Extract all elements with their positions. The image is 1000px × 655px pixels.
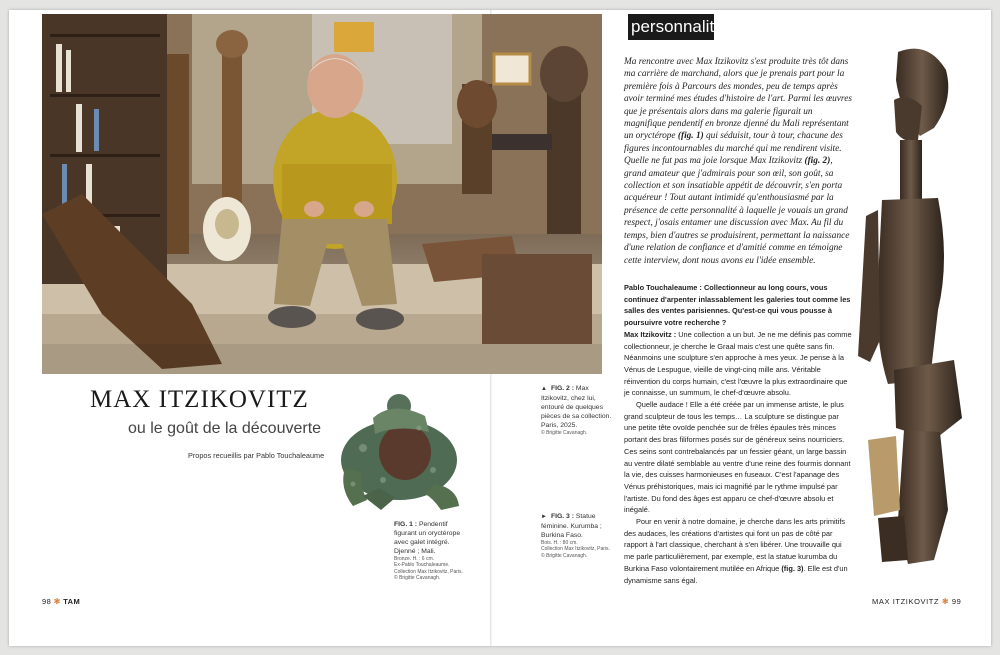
caption-fig3-credit: © Brigitte Cavanagh. <box>541 552 588 559</box>
statue-illustration <box>838 40 973 580</box>
caption-fig2-text: Max Itzikovitz, chez lui, entouré de quelques pièces de sa collection. Paris, 2025. <box>541 385 612 429</box>
answer-fig3-ref: (fig. 3) <box>781 563 804 573</box>
kurumba-statue-image <box>838 40 973 580</box>
caption-fig3 <box>541 512 613 559</box>
interview-answer-2: Quelle audace ! Elle a été créée par un immense artiste, le plus grand sculpteur de tous les temps… La sculpture se distingue par une petite tête ovoïde penchée sur de frêles épaules très minces portant des bras filiformes posés sur de généreux seins nourriciers. Ces seins sont contrebalancés par un fessier géant, un large bassin au ventre dilaté semblable au ventre d'une reine des fourmis donnant la vie, des cuisses harmonieuses en fuseaux. C'est l'apanage des Vénus préhistoriques, mais ici magnifié par le rythme impulsé par l'artiste. Du fond des âges est apparu ce chef-d'œuvre absolu et inégalé. <box>624 400 851 515</box>
caption-fig1-text: Pendentif figurant un oryctérope avec galet intégré. Djenné ; Mali. <box>394 521 461 555</box>
answer-text-1: Une collection a un but. Je ne me définis pas comme collectionneur, je cherche le Graal mais c'est une quête sans fin. Néanmoins une sculpture s'en approche à mes yeux. Je pense à la Vénus de Lespugue, vieille de vingt-cinq mille ans. Véritable réinvention du corps humain, c'est l'œuvre la plus extraordinaire que je connaisse, un summum, le chef-d'œuvre absolu. <box>624 329 852 398</box>
interview-answer-1 <box>624 329 852 399</box>
answer-speaker: Max Itzikovitz : <box>624 329 677 339</box>
article-title: MAX ITZIKOVITZ <box>90 386 309 413</box>
intro-text-2: qui séduisit, tour à tour, chacune des figures incontournables du marché qui me rendirent visite. Quelle ne fut pas ma joie lorsque Max Itzikovitz <box>624 131 843 167</box>
answer-text-4: . Elle est d'un dynamisme sans égal. <box>624 563 848 585</box>
caption-fig1-provenance: Ex-Pablo Touchaleaume. <box>394 562 450 569</box>
section-tag: personnalité <box>628 14 714 40</box>
collector-photo <box>42 14 602 374</box>
caption-fig1-details: Bronze. H. : 6 cm. <box>394 556 435 562</box>
folio-left <box>42 597 80 606</box>
caption-fig3-text: Statue féminine. Kurumba ; Burkina Faso. <box>541 513 602 539</box>
bronze-pendant-image <box>333 388 465 518</box>
article-subtitle: ou le goût de la découverte <box>128 420 322 437</box>
caption-fig1-label: FIG. 1 : <box>394 521 418 528</box>
folio-right <box>872 597 961 606</box>
tam-logo-icon: ❃ <box>53 597 61 606</box>
caption-arrow-right-icon: ► <box>541 514 547 520</box>
intro-fig2-ref: (fig. 2) <box>804 156 831 167</box>
intro-text-3: , grand amateur que j'admirais pour son œil, son goût, sa collection et son insatiable appétit de découvrir, s'en porta acquéreur ! Tout autant intimidé qu'enthousiasmé par la présence de cette personnalité à laquelle je vouais un grand respect, j'osais entamer une discussion avec Max. Au fil du temps, bien d'autres se produisirent, permettant la naissance d'une relation de confiance et d'amitié comme en témoigne cette interview, dont nous avons eu l'idée ensemble. <box>624 156 850 266</box>
caption-fig3-details: Bois. H. : 80 cm. <box>541 540 578 546</box>
intro-fig1-ref: (fig. 1) <box>677 131 704 142</box>
caption-fig1 <box>394 520 464 582</box>
caption-fig3-collection: Collection Max Itzikovitz, Paris. <box>541 546 610 553</box>
answer-text-3: Pour en venir à notre domaine, je cherche dans les arts primitifs des audaces, les créations d'artistes qui font un pas de côté par rapport à l'art classique, cherchant à s'en libérer. Une trouvaille qui me parle particulièrement, par exemple, est la statue kurumba du Burkina Faso volontairement mutilée en Afrique <box>624 517 846 573</box>
folio-left-label: TAM <box>63 597 81 606</box>
caption-fig2-credit: © Brigitte Cavanagh. <box>541 430 588 436</box>
intro-text-1: Ma rencontre avec Max Itzikovitz s'est produite très tôt dans ma carrière de marchand, alors que je prenais part pour la première fois à Parcours des mondes, peu de temps après avoir terminé mes études d'histoire de l'art. Parmi les œuvres que je présentais alors dans ma galerie figurait un magnifique pendentif en bronze djenné du Mali représentant un oryctérope <box>624 57 852 142</box>
article-byline: Propos recueillis par Pablo Touchaleaume <box>188 451 325 460</box>
interview-body <box>624 282 852 586</box>
caption-fig3-label: FIG. 3 : <box>550 513 574 520</box>
tam-logo-icon: ❃ <box>941 597 950 606</box>
interview-answer-3 <box>624 516 852 586</box>
caption-fig1-collection: Collection Max Itzikovitz, Paris. <box>394 568 463 575</box>
folio-left-number: 98 <box>42 597 52 606</box>
interview-question: Pablo Touchaleaume : Collectionneur au long cours, vous continuez d'arpenter inlassablement les galeries tout comme les salles des ventes parisiennes. Qu'est-ce qui vous pousse à poursuivre votre recherche ? <box>624 283 851 328</box>
collector-photo-illustration <box>42 14 602 374</box>
caption-fig2 <box>541 384 613 436</box>
intro-paragraph <box>624 56 852 267</box>
caption-arrow-up-icon: ▲ <box>541 386 547 392</box>
caption-fig1-credit: © Brigitte Cavanagh. <box>394 575 441 582</box>
folio-right-label: MAX ITZIKOVITZ <box>872 597 940 606</box>
folio-right-number: 99 <box>951 597 962 606</box>
caption-fig2-label: FIG. 2 : <box>550 385 574 392</box>
pendant-illustration <box>333 388 465 518</box>
